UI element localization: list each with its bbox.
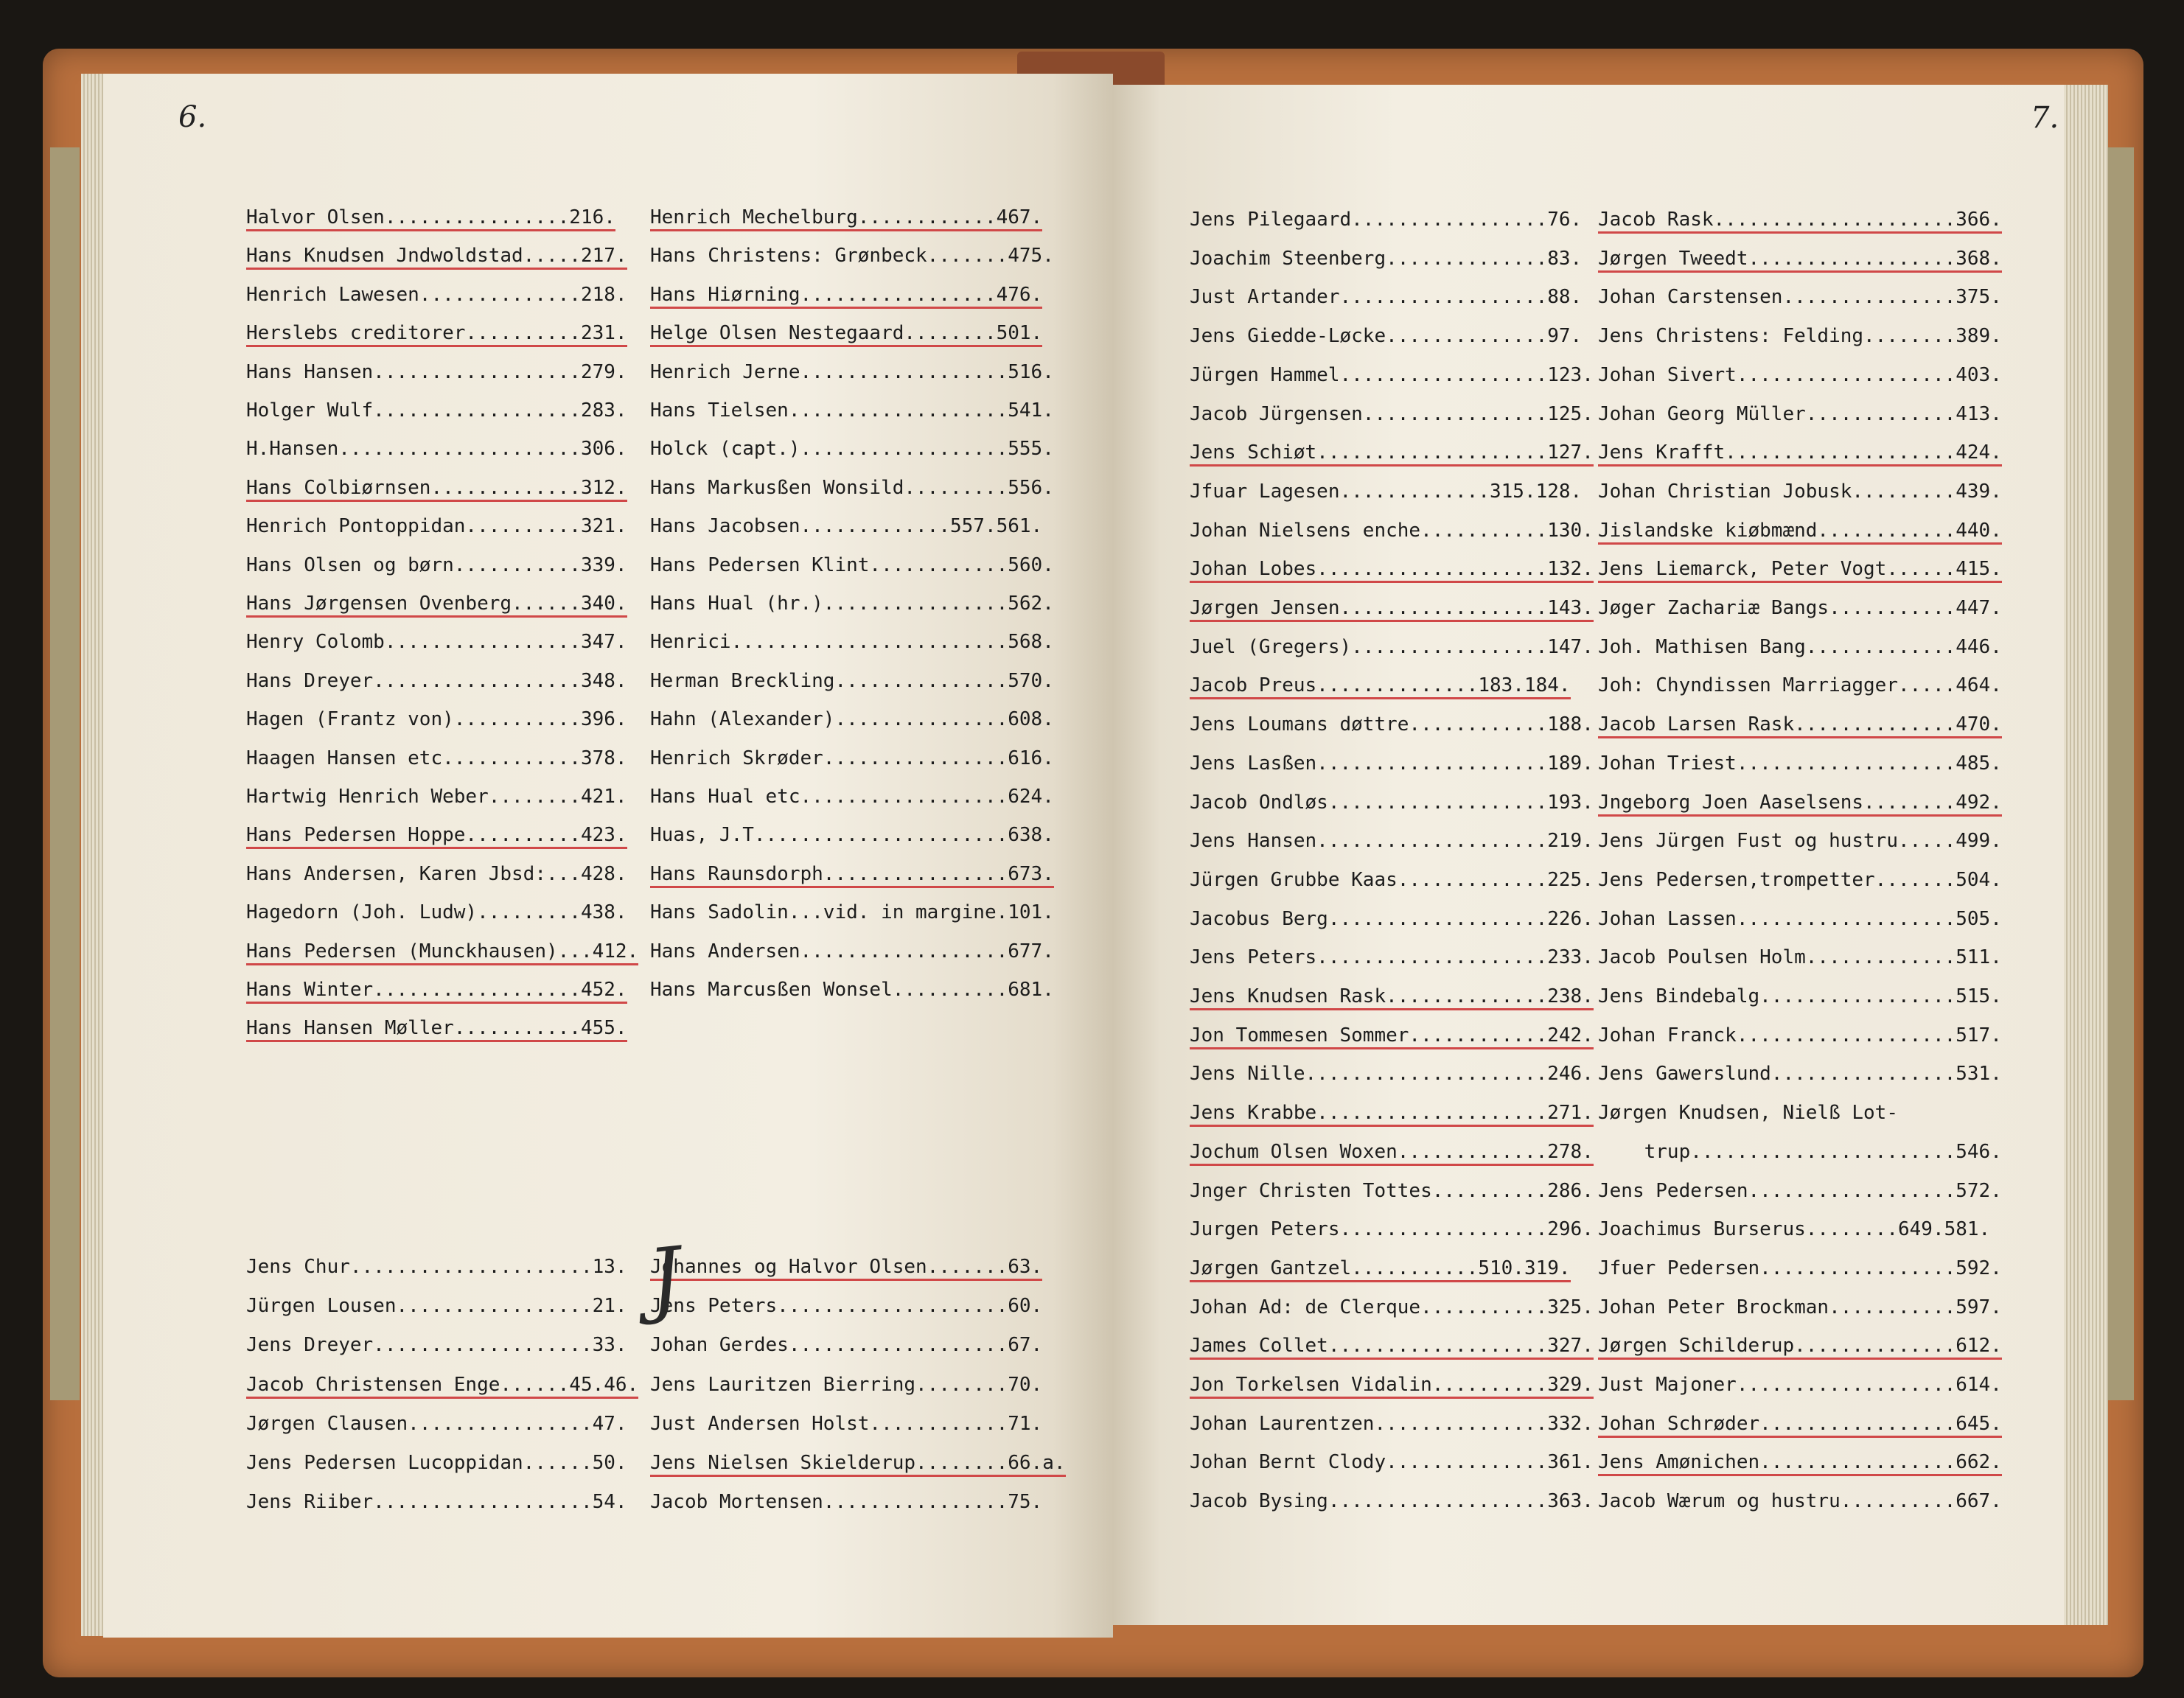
index-entry: Hans Hansen Møller...........455. <box>246 1017 627 1039</box>
index-entry: Hans Jørgensen Ovenberg......340. <box>246 593 627 615</box>
index-entry: Hahn (Alexander)...............608. <box>650 708 1054 731</box>
index-entry: Jens Pedersen Lucoppidan......50. <box>246 1452 627 1474</box>
index-entry: Hans Winter..................452. <box>246 979 627 1001</box>
index-entry: Jacob Larsen Rask..............470. <box>1598 713 2002 736</box>
left-page <box>103 74 1113 1638</box>
index-entry: Jens Riiber...................54. <box>246 1491 627 1514</box>
index-entry: Jørgen Jensen..................143. <box>1190 597 1594 619</box>
index-entry: Jens Pedersen..................572. <box>1598 1179 2002 1202</box>
index-entry: Hans Pedersen Klint............560. <box>650 553 1054 576</box>
index-entry: Jacob Jürgensen................125. <box>1190 402 1594 425</box>
index-entry: Joh: Chyndissen Marriagger.....464. <box>1598 674 2002 697</box>
index-entry: Jacob Bysing...................363. <box>1190 1490 1594 1513</box>
index-entry: Jens Jürgen Fust og hustru.....499. <box>1598 830 2002 853</box>
index-entry: Jens Amønichen.................662. <box>1598 1451 2002 1473</box>
index-entry: Johan Carstensen...............375. <box>1598 286 2002 309</box>
index-entry: Juel (Gregers).................147. <box>1190 635 1594 658</box>
index-entry: Jngeborg Joen Aaselsens........492. <box>1598 792 2002 814</box>
index-entry: Hans Jacobsen.............557.561. <box>650 515 1043 538</box>
index-entry: Jnger Christen Tottes..........286. <box>1190 1179 1594 1202</box>
index-entry: Haagen Hansen etc............378. <box>246 747 627 769</box>
index-entry: Hans Pedersen Hoppe..........423. <box>246 824 627 846</box>
index-entry: Hans Andersen..................677. <box>650 940 1054 962</box>
index-entry: Just Majoner...................614. <box>1598 1374 2002 1396</box>
index-entry: Johan Franck...................517. <box>1598 1024 2002 1047</box>
index-entry: Jislandske kiøbmænd............440. <box>1598 520 2002 542</box>
index-entry: Jens Dreyer...................33. <box>246 1334 627 1357</box>
index-entry: Johan Sivert...................403. <box>1598 363 2002 386</box>
index-entry: Jens Gawerslund................531. <box>1598 1063 2002 1086</box>
index-entry: Huas, J.T......................638. <box>650 824 1054 847</box>
index-entry: Hans Hiørning.................476. <box>650 284 1042 306</box>
index-entry: Herman Breckling...............570. <box>650 669 1054 692</box>
index-entry: Henrich Skrøder................616. <box>650 747 1054 769</box>
index-entry: Jens Lauritzen Bierring........70. <box>650 1373 1043 1396</box>
index-entry: Johan Peter Brockman...........597. <box>1598 1296 2002 1318</box>
index-entry: Jørgen Tweedt..................368. <box>1598 248 2002 270</box>
index-entry: Hartwig Henrich Weber........421. <box>246 786 627 808</box>
index-entry: Johan Lassen...................505. <box>1598 907 2002 930</box>
index-entry: Hans Hual etc..................624. <box>650 786 1054 808</box>
index-entry: Jens Peters....................60. <box>650 1295 1043 1318</box>
index-entry: Jacobus Berg...................226. <box>1190 907 1594 930</box>
cover-cloth-right <box>2104 147 2134 1400</box>
index-entry: Jens Loumans døttre............188. <box>1190 713 1594 736</box>
index-entry: Jens Nille.....................246. <box>1190 1063 1594 1086</box>
index-entry: Jürgen Grubbe Kaas.............225. <box>1190 868 1594 891</box>
index-entry: Hans Andersen, Karen Jbsd:...428. <box>246 862 627 885</box>
index-entry: Jon Torkelsen Vidalin..........329. <box>1190 1374 1594 1396</box>
index-entry: Hans Pedersen (Munckhausen)...412. <box>246 940 638 962</box>
index-entry: Hans Christens: Grønbeck.......475. <box>650 245 1054 268</box>
index-entry: Hans Knudsen Jndwoldstad.....217. <box>246 245 627 267</box>
index-entry: Jacob Poulsen Holm.............511. <box>1598 946 2002 969</box>
index-entry: Henrich Jerne..................516. <box>650 360 1054 383</box>
index-entry: Holger Wulf..................283. <box>246 399 627 422</box>
index-entry: Joachim Steenberg..............83. <box>1190 247 1583 270</box>
index-entry: Joachimus Burserus........649.581. <box>1598 1218 1991 1241</box>
page-edges-right <box>2064 85 2108 1625</box>
index-entry: trup.......................546. <box>1598 1140 2002 1163</box>
index-entry: Jens Peters....................233. <box>1190 946 1594 969</box>
index-entry: Hans Sadolin...vid. in margine.101. <box>650 901 1054 924</box>
index-entry: Jørgen Knudsen, Nielß Lot- <box>1598 1102 1898 1125</box>
index-entry: Jacob Ondløs...................193. <box>1190 791 1594 814</box>
index-entry: Hans Olsen og børn...........339. <box>246 553 627 576</box>
index-entry: Johan Christian Jobusk.........439. <box>1598 480 2002 503</box>
index-entry: Hans Hansen..................279. <box>246 360 627 383</box>
index-entry: Johannes og Halvor Olsen.......63. <box>650 1256 1042 1278</box>
index-entry: Hans Colbiørnsen.............312. <box>246 477 627 499</box>
index-entry: Jürgen Lousen.................21. <box>246 1295 627 1318</box>
index-entry: James Collet...................327. <box>1190 1335 1594 1357</box>
index-entry: Herslebs creditorer..........231. <box>246 322 627 344</box>
index-entry: Jørgen Clausen................47. <box>246 1412 627 1435</box>
index-entry: Jens Knudsen Rask..............238. <box>1190 985 1594 1007</box>
index-entry: Jacob Rask.....................366. <box>1598 209 2002 231</box>
index-entry: Jens Hansen....................219. <box>1190 830 1594 853</box>
cover-cloth-left <box>50 147 80 1400</box>
index-entry: Jens Christens: Felding........389. <box>1598 325 2002 348</box>
right-page <box>1113 85 2064 1625</box>
index-entry: Hans Hual (hr.)................562. <box>650 593 1054 615</box>
index-entry: Jørgen Gantzel...........510.319. <box>1190 1257 1571 1279</box>
section-letter: J <box>643 1229 686 1327</box>
index-entry: Henrich Pontoppidan..........321. <box>246 515 627 538</box>
index-entry: Henrich Mechelburg............467. <box>650 206 1042 228</box>
index-entry: Jens Pilegaard.................76. <box>1190 209 1583 231</box>
index-entry: Johan Triest...................485. <box>1598 752 2002 775</box>
index-entry: Jens Schiøt....................127. <box>1190 441 1594 464</box>
index-entry: Jürgen Hammel..................123. <box>1190 363 1594 386</box>
index-entry: Holck (capt.)..................555. <box>650 438 1054 461</box>
index-entry: Jørgen Schilderup..............612. <box>1598 1335 2002 1357</box>
index-entry: Just Artander..................88. <box>1190 286 1583 309</box>
index-entry: Halvor Olsen................216. <box>246 206 615 228</box>
index-entry: Johan Lobes....................132. <box>1190 558 1594 580</box>
index-entry: Hans Tielsen...................541. <box>650 399 1054 422</box>
index-entry: Jens Nielsen Skielderup........66.a. <box>650 1452 1066 1474</box>
index-entry: Jurgen Peters..................296. <box>1190 1218 1594 1241</box>
index-entry: Johan Laurentzen...............332. <box>1190 1412 1594 1435</box>
index-entry: Jens Liemarck, Peter Vogt......415. <box>1598 558 2002 580</box>
index-entry: Jens Pedersen,trompetter.......504. <box>1598 868 2002 891</box>
index-entry: Hans Dreyer..................348. <box>246 669 627 692</box>
page-number-left: 6. <box>178 100 207 134</box>
index-entry: Just Andersen Holst............71. <box>650 1412 1043 1435</box>
index-entry: Jens Krafft....................424. <box>1598 441 2002 464</box>
index-entry: Jon Tommesen Sommer............242. <box>1190 1024 1594 1047</box>
index-entry: Jens Chur.....................13. <box>246 1256 627 1278</box>
index-entry: Hans Raunsdorph................673. <box>650 863 1054 885</box>
index-entry: Jens Bindebalg.................515. <box>1598 985 2002 1007</box>
index-entry: Jacob Christensen Enge......45.46. <box>246 1374 638 1396</box>
index-entry: Jacob Preus..............183.184. <box>1190 674 1571 696</box>
index-entry: Jfuer Pedersen.................592. <box>1598 1257 2002 1279</box>
index-entry: Hans Marcusßen Wonsel..........681. <box>650 979 1054 1001</box>
index-entry: Jacob Mortensen................75. <box>650 1491 1043 1514</box>
index-entry: Henrich Lawesen..............218. <box>246 283 627 306</box>
index-entry: Henry Colomb.................347. <box>246 631 627 654</box>
index-entry: Jøger Zachariæ Bangs...........447. <box>1598 597 2002 619</box>
page-number-right: 7. <box>2031 101 2059 135</box>
index-entry: Jochum Olsen Woxen.............278. <box>1190 1141 1594 1163</box>
index-entry: Joh. Mathisen Bang.............446. <box>1598 635 2002 658</box>
index-entry: Johan Ad: de Clerque...........325. <box>1190 1296 1594 1318</box>
index-entry: Jfuar Lagesen.............315.128. <box>1190 480 1583 503</box>
index-entry: Jens Giedde-Løcke..............97. <box>1190 325 1583 348</box>
index-entry: Hans Markusßen Wonsild.........556. <box>650 476 1054 499</box>
index-entry: Jens Krabbe....................271. <box>1190 1102 1594 1124</box>
index-entry: Johan Georg Müller.............413. <box>1598 402 2002 425</box>
index-entry: Johan Gerdes...................67. <box>650 1334 1043 1357</box>
index-entry: Hagedorn (Joh. Ludw).........438. <box>246 901 627 924</box>
index-entry: H.Hansen.....................306. <box>246 438 627 461</box>
index-entry: Hagen (Frantz von)...........396. <box>246 708 627 731</box>
index-entry: Jacob Wærum og hustru..........667. <box>1598 1490 2002 1513</box>
index-entry: Johan Bernt Clody..............361. <box>1190 1451 1594 1474</box>
index-entry: Johan Schrøder.................645. <box>1598 1413 2002 1435</box>
index-entry: Johan Nielsens enche...........130. <box>1190 519 1594 542</box>
index-entry: Henrici........................568. <box>650 631 1054 654</box>
index-entry: Helge Olsen Nestegaard........501. <box>650 322 1042 344</box>
index-entry: Jens Lasßen....................189. <box>1190 752 1594 775</box>
